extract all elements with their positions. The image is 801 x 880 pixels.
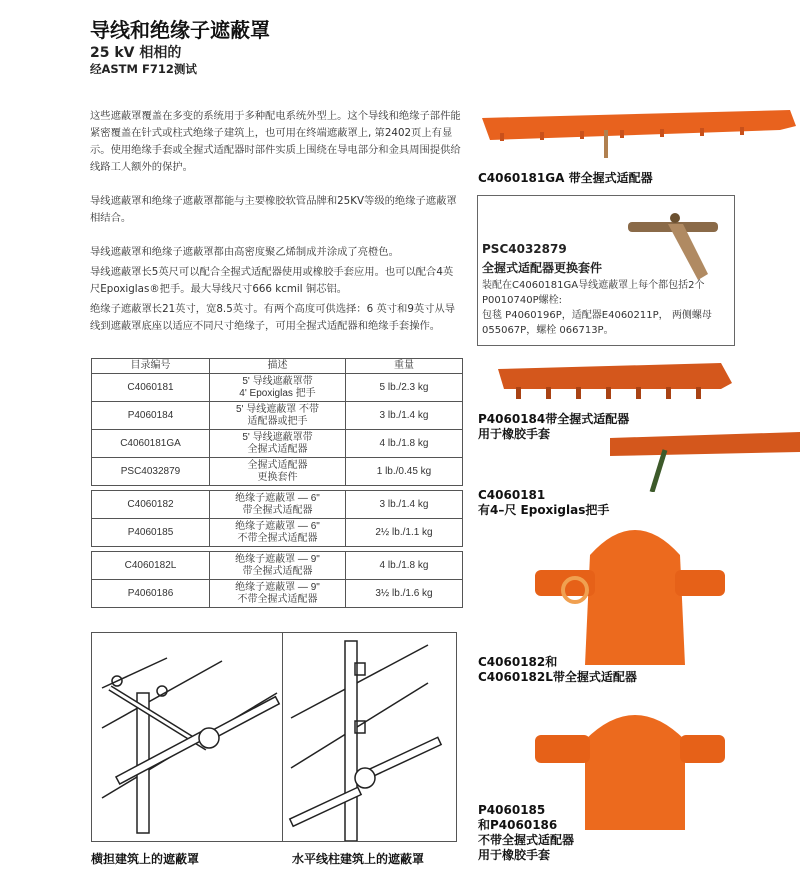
table-row <box>92 552 463 580</box>
paragraph: 这些遮蔽罩覆盖在多变的系统用于多种配电系统外型上。这个导线和绝缘子部件能紧密覆盖在针式或柱式绝缘子建筑上，也可用在终端遮蔽罩上, 第2402页上有显示。使用绝缘手套或全握式适配器时部件实质上围绕在导电部分和金具周围提供给线路工人额外的保护。 <box>90 110 461 173</box>
caption-vertical: 水平线柱建筑上的遮蔽罩 <box>292 852 425 866</box>
kit-detail: 055067P，螺栓 066713P。 <box>482 325 614 336</box>
desc-line: 不带全握式适配器 <box>237 532 318 544</box>
table-row <box>92 374 463 402</box>
caption-line: P4060184带全握式适配器 <box>478 412 630 426</box>
catalog-number: PSC4032879 <box>92 458 210 486</box>
col-header: 描述 <box>210 359 346 374</box>
desc-line: 不带全握式适配器 <box>237 593 318 605</box>
description-cell <box>210 430 346 458</box>
description-cell <box>210 458 346 486</box>
catalog-number: C4060182 <box>92 491 210 519</box>
catalog-table <box>91 358 463 608</box>
caption-crossarm: 横担建筑上的遮蔽罩 <box>91 852 200 866</box>
conductor-cover-ga-image <box>480 88 798 168</box>
desc-line: 5' 导线遮蔽罩带 <box>242 431 313 443</box>
desc-line: 4' Epoxiglas 把手 <box>239 387 316 399</box>
catalog-number: C4060181 <box>92 374 210 402</box>
paragraph: 导线遮蔽罩和绝缘子遮蔽罩都能与主要橡胶软管品牌和25KV等级的绝缘子遮蔽罩相结合。 <box>90 195 457 224</box>
kit-detail: P0010740P螺栓: <box>482 295 562 306</box>
caption-line: 有4–尺 Epoxiglas把手 <box>478 503 610 517</box>
description <box>90 108 462 335</box>
caption-c4060182 <box>478 655 637 685</box>
desc-line: 带全握式适配器 <box>242 565 313 577</box>
catalog-number: P4060185 <box>92 519 210 547</box>
paragraph: 绝缘子遮蔽罩长21英寸，宽8.5英寸。有两个高度可供选择：6 英寸和9英寸从导线到遮蔽罩底座以适应不同尺寸绝缘子，可用全握式适配器和绝缘手套操作。 <box>90 303 456 332</box>
paragraph: 导线遮蔽罩和绝缘子遮蔽罩都由高密度聚乙烯制成并涂成了亮橙色。 <box>90 246 399 258</box>
table-row <box>92 580 463 608</box>
col-header: 重量 <box>346 359 463 374</box>
description-cell <box>210 491 346 519</box>
weight-cell: 1 lb./0.45 kg <box>346 458 463 486</box>
table-row <box>92 458 463 486</box>
weight-cell: 3 lb./1.4 kg <box>346 491 463 519</box>
table-row <box>92 430 463 458</box>
vertical-pole-illustration <box>283 633 456 841</box>
desc-line: 全握式适配器 <box>247 459 308 471</box>
caption-line: C4060181 <box>478 488 546 502</box>
kit-detail: 装配在C4060181GA导线遮蔽罩上每个都包括2个 <box>482 280 705 291</box>
caption-line: P4060185 <box>478 803 546 817</box>
caption-c4060181 <box>478 488 609 518</box>
description-cell <box>210 402 346 430</box>
desc-line: 带全握式适配器 <box>242 504 313 516</box>
test-standard: 经ASTM F712测试 <box>90 62 197 76</box>
desc-line: 5' 导线遮蔽罩带 <box>242 375 313 387</box>
description-cell <box>210 580 346 608</box>
desc-line: 绝缘子遮蔽罩 — 6" <box>235 520 320 532</box>
paragraph: 导线遮蔽罩长5英尺可以配合全握式适配器使用或橡胶手套应用。也可以配合4英尺Epoxiglas®把手。最大导线尺寸666 kcmil 铜芯铝。 <box>90 266 454 295</box>
description-cell <box>210 519 346 547</box>
caption-line: 用于橡胶手套 <box>478 427 551 441</box>
subtitle: 25 kV 相相的 <box>90 45 182 61</box>
weight-cell: 3½ lb./1.6 kg <box>346 580 463 608</box>
conductor-cover-handle-image <box>610 430 800 492</box>
description-cell <box>210 552 346 580</box>
kit-code: PSC4032879 <box>482 242 567 256</box>
table-row <box>92 491 463 519</box>
kit-detail: 包毯 P4060196P，适配器E4060211P， 两侧螺母 <box>482 310 712 321</box>
catalog-number: P4060184 <box>92 402 210 430</box>
caption-c4060181ga: C4060181GA 带全握式适配器 <box>478 171 653 185</box>
desc-line: 更换套件 <box>257 471 298 483</box>
page-title: 导线和绝缘子遮蔽罩 <box>90 18 270 42</box>
catalog-number: P4060186 <box>92 580 210 608</box>
installation-illustrations <box>91 632 457 842</box>
table-row <box>92 402 463 430</box>
caption-line: C4060182和 <box>478 655 558 669</box>
desc-line: 绝缘子遮蔽罩 — 9" <box>235 581 320 593</box>
conductor-cover-p4060184-image <box>496 355 736 410</box>
caption-p4060185 <box>478 803 574 863</box>
weight-cell: 4 lb./1.8 kg <box>346 430 463 458</box>
catalog-number: C4060182L <box>92 552 210 580</box>
catalog-number: C4060181GA <box>92 430 210 458</box>
caption-line: 和P4060186 <box>478 818 558 832</box>
insulator-cover-c4060182-image <box>535 515 725 665</box>
desc-line: 适配器或把手 <box>247 415 308 427</box>
weight-cell: 4 lb./1.8 kg <box>346 552 463 580</box>
adapter-kit-image <box>623 204 723 282</box>
table-row <box>92 519 463 547</box>
weight-cell: 5 lb./2.3 kg <box>346 374 463 402</box>
caption-line: 用于橡胶手套 <box>478 848 551 862</box>
replacement-kit-box <box>477 195 735 346</box>
caption-p4060184 <box>478 412 629 442</box>
crossarm-illustration <box>92 633 283 841</box>
caption-line: C4060182L带全握式适配器 <box>478 670 637 684</box>
desc-line: 绝缘子遮蔽罩 — 6" <box>235 492 320 504</box>
col-header: 目录编号 <box>92 359 210 374</box>
caption-line: 不带全握式适配器 <box>478 833 575 847</box>
desc-line: 5' 导线遮蔽罩 不带 <box>235 403 320 415</box>
description-cell <box>210 374 346 402</box>
kit-name: 全握式适配器更换套件 <box>482 261 603 275</box>
weight-cell: 3 lb./1.4 kg <box>346 402 463 430</box>
desc-line: 绝缘子遮蔽罩 — 9" <box>235 553 320 565</box>
weight-cell: 2½ lb./1.1 kg <box>346 519 463 547</box>
desc-line: 全握式适配器 <box>247 443 308 455</box>
